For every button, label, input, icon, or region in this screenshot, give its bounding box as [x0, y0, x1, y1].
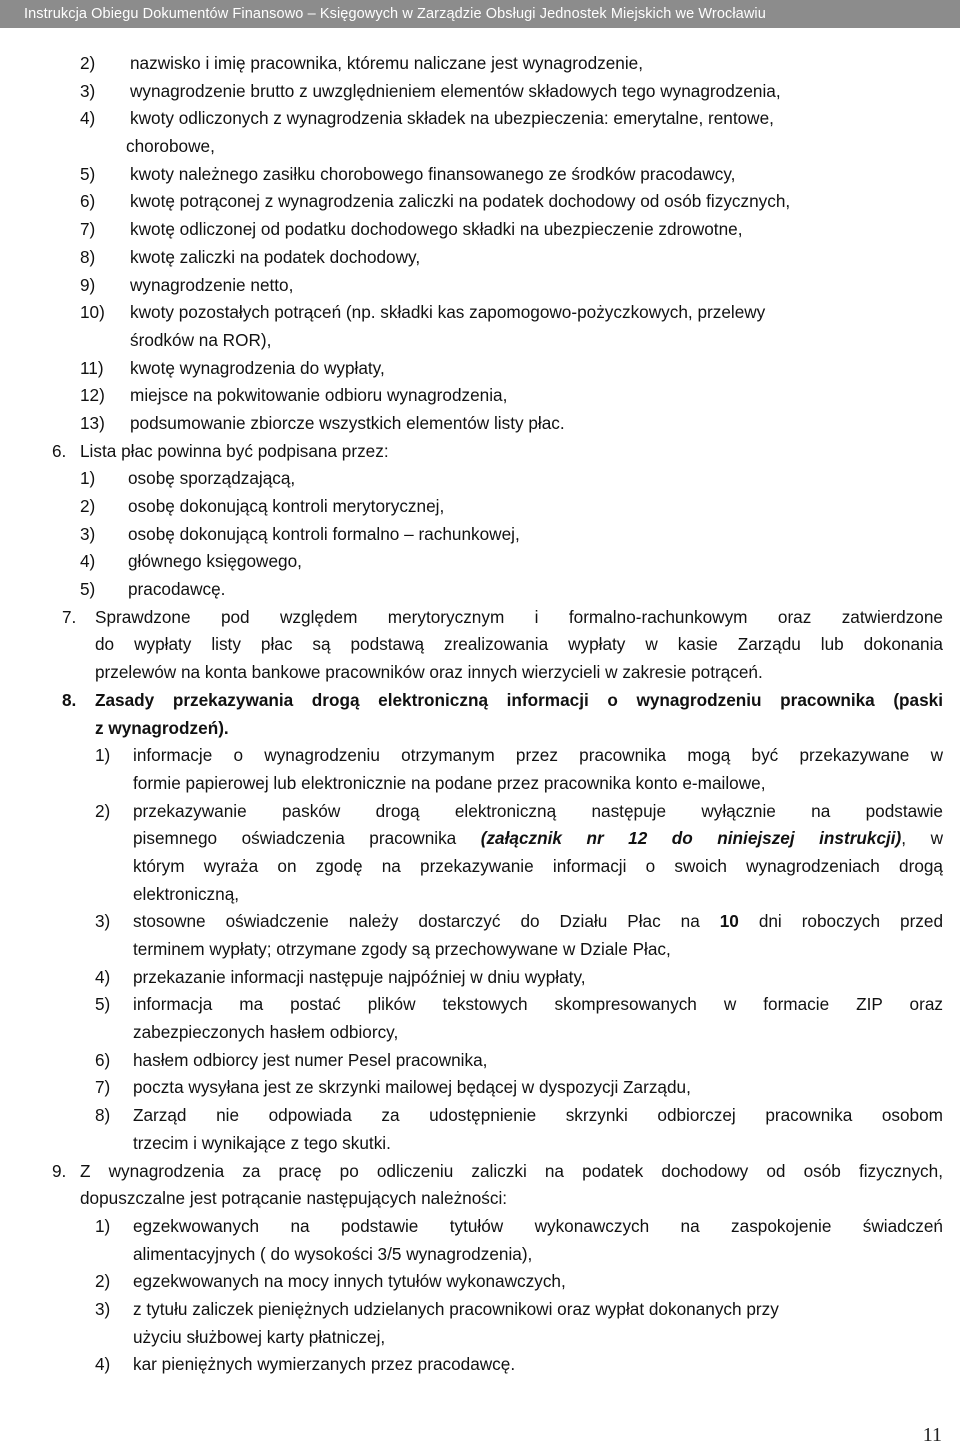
section-number: 7. [62, 606, 77, 627]
page-number: 11 [922, 1424, 942, 1446]
list-item-continuation [0, 1241, 960, 1269]
list-text: alimentacyjnych ( do wysokości 3/5 wynagrodzenia), [133, 1243, 533, 1264]
section-8-heading [0, 687, 960, 715]
section-text: Z wynagrodzenia za pracę po odliczeniu zaliczki na podatek dochodowy od osób fizycznych, [80, 1160, 943, 1181]
list-number: 7) [95, 1077, 111, 1098]
list-number: 3) [95, 1298, 111, 1319]
list-number: 2) [80, 53, 96, 73]
section-7-continuation [0, 659, 960, 687]
list-item-continuation [0, 1019, 960, 1047]
list-number: 4) [80, 108, 96, 129]
section-7-continuation [0, 631, 960, 659]
section-heading-text: Zasady przekazywania drogą elektroniczną informacji o wynagrodzeniu pracownika (paski [95, 689, 943, 710]
section-7 [0, 604, 960, 632]
list-item [0, 188, 960, 216]
list-item [0, 1213, 960, 1241]
list-item [0, 50, 960, 78]
list-text: przekazywanie pasków drogą elektroniczną następuje wyłącznie na podstawie [133, 800, 943, 821]
list-item [0, 576, 960, 604]
list-number: 11) [80, 357, 104, 378]
list-text: nazwisko i imię pracownika, któremu naliczane jest wynagrodzenie, [130, 53, 643, 73]
list-item [0, 1268, 960, 1296]
list-number: 3) [80, 80, 96, 101]
list-item [0, 1102, 960, 1130]
list-text: poczta wysyłana jest ze skrzynki mailowej będącej w dyspozycji Zarządu, [133, 1077, 691, 1098]
list-item [0, 78, 960, 106]
list-number: 2) [95, 1271, 111, 1292]
list-item [0, 299, 960, 327]
list-item [0, 272, 960, 300]
list-text: informacja ma postać plików tekstowych skompresowanych w formacie ZIP oraz [133, 994, 943, 1015]
list-number: 1) [95, 745, 111, 766]
list-item [0, 1074, 960, 1102]
section-9 [0, 1158, 960, 1186]
list-text: podsumowanie zbiorcze wszystkich elementów listy płac. [130, 412, 565, 433]
list-item-continuation [0, 1130, 960, 1158]
list-text: głównego księgowego, [128, 551, 302, 572]
list-text: kwotę potrąconej z wynagrodzenia zaliczki na podatek dochodowy od osób fizycznych, [130, 191, 791, 212]
list-number: 5) [80, 579, 96, 600]
list-text: kar pieniężnych wymierzanych przez pracodawcę. [133, 1354, 516, 1375]
list-item-continuation [0, 853, 960, 881]
list-text [133, 825, 943, 853]
list-text: z tytułu zaliczek pieniężnych udzielanych pracownikowi oraz wypłat dokonanych przy [133, 1298, 779, 1319]
list-text: egzekwowanych na mocy innych tytułów wykonawczych, [133, 1271, 566, 1292]
list-number: 12) [80, 385, 105, 406]
list-text: kwotę odliczonej od podatku dochodowego składki na ubezpieczenie zdrowotne, [130, 219, 743, 240]
list-item [0, 964, 960, 992]
section-number: 9. [52, 1160, 67, 1181]
list-text: wynagrodzenie brutto z uwzględnieniem elementów składowych tego wynagrodzenia, [130, 80, 781, 101]
list-text: trzecim i wynikające z tego skutki. [133, 1132, 391, 1153]
list-number: 10) [80, 302, 105, 323]
list-number: 9) [80, 274, 96, 295]
section-6 [0, 438, 960, 466]
list-item [0, 216, 960, 244]
section-text: Lista płac powinna być podpisana przez: [80, 440, 389, 461]
header-band [0, 0, 960, 28]
list-text: kwotę zaliczki na podatek dochodowy, [130, 246, 421, 267]
list-item [0, 908, 960, 936]
list-item-continuation [0, 825, 960, 853]
list-text: osobę dokonującą kontroli formalno – rachunkowej, [128, 523, 520, 544]
list-text [133, 908, 943, 936]
list-number: 2) [95, 800, 111, 821]
list-text: Zarząd nie odpowiada za udostępnienie skrzynki odbiorczej pracownika osobom [133, 1105, 943, 1126]
list-item [0, 742, 960, 770]
section-text: przelewów na konta bankowe pracowników oraz innych wierzycieli w zakresie potrąceń. [95, 662, 763, 683]
list-item-continuation [0, 327, 960, 355]
list-number: 6) [80, 191, 96, 212]
list-item-continuation [0, 133, 960, 161]
list-number: 4) [95, 1354, 111, 1375]
list-item [0, 991, 960, 1019]
document-body [0, 50, 960, 1379]
list-number: 3) [95, 911, 111, 932]
list-text-part: dni roboczych przed [738, 911, 943, 932]
list-number: 4) [80, 551, 96, 572]
section-text: Sprawdzone pod względem merytorycznym i formalno-rachunkowym oraz zatwierdzone [95, 606, 943, 627]
list-text: elektroniczną, [133, 883, 240, 904]
list-text: kwoty pozostałych potrąceń (np. składki kas zapomogowo-pożyczkowych, przelewy [130, 302, 766, 323]
list-item-continuation [0, 1324, 960, 1352]
list-number: 13) [80, 412, 105, 433]
section-9-continuation [0, 1185, 960, 1213]
list-text: pracodawcę. [128, 579, 226, 600]
section-number: 6. [52, 440, 67, 461]
list-item [0, 521, 960, 549]
list-text-part: , w [901, 828, 943, 849]
section-number: 8. [62, 689, 77, 710]
list-text: kwotę wynagrodzenia do wypłaty, [130, 357, 385, 378]
list-text: użyciu służbowej karty płatniczej, [133, 1326, 386, 1347]
list-item [0, 548, 960, 576]
list-number: 5) [95, 994, 111, 1015]
section-heading-text: z wynagrodzeń). [95, 717, 229, 738]
list-text: terminem wypłaty; otrzymane zgody są przechowywane w Dziale Płac, [133, 939, 671, 959]
attachment-reference: (załącznik nr 12 do niniejszej instrukcji) [480, 828, 902, 849]
list-item-continuation [0, 936, 960, 964]
section-text: do wypłaty listy płac są podstawą zrealizowania wypłaty w kasie Zarządu lub dokonania [95, 634, 943, 655]
list-text: kwoty odliczonych z wynagrodzenia składek na ubezpieczenia: emerytalne, rentowe, [130, 108, 774, 129]
list-number: 8) [80, 246, 96, 267]
list-text: osobę dokonującą kontroli merytorycznej, [128, 496, 445, 516]
list-text-part: stosowne oświadczenie należy dostarczyć do Działu Płac na [133, 911, 720, 932]
list-item [0, 410, 960, 438]
list-item [0, 355, 960, 383]
list-number: 7) [80, 219, 96, 240]
list-text: kwoty należnego zasiłku chorobowego finansowanego ze środków pracodawcy, [130, 163, 736, 184]
list-number: 5) [80, 163, 96, 184]
list-number: 3) [80, 523, 96, 544]
list-text: osobę sporządzającą, [128, 468, 296, 489]
list-text: wynagrodzenie netto, [130, 274, 294, 295]
list-item [0, 161, 960, 189]
list-text: zabezpieczonych hasłem odbiorcy, [133, 1022, 399, 1043]
list-text: przekazanie informacji następuje najpóźniej w dniu wypłaty, [133, 966, 586, 987]
list-number: 4) [95, 966, 111, 987]
list-text: informacje o wynagrodzeniu otrzymanym przez pracownika mogą być przekazywane w [133, 745, 943, 766]
list-text: którym wyraża on zgodę na przekazywanie informacji o swoich wynagrodzeniach drogą [133, 855, 943, 876]
list-item [0, 798, 960, 826]
list-text: środków na ROR), [130, 329, 272, 350]
list-text-part: pisemnego oświadczenia pracownika [133, 828, 481, 849]
list-item [0, 1047, 960, 1075]
list-item-continuation [0, 770, 960, 798]
days-count: 10 [719, 911, 739, 932]
list-item [0, 105, 960, 133]
list-item [0, 1351, 960, 1379]
list-number: 6) [95, 1049, 111, 1070]
list-item [0, 244, 960, 272]
list-item [0, 1296, 960, 1324]
list-number: 2) [80, 496, 96, 516]
list-item [0, 382, 960, 410]
list-item-continuation [0, 881, 960, 909]
list-item [0, 493, 960, 521]
section-text: dopuszczalne jest potrącanie następujących należności: [80, 1188, 508, 1209]
document-header-title: Instrukcja Obiegu Dokumentów Finansowo – Księgowych w Zarządzie Obsługi Jednostek Miejskich we Wrocławiu [24, 6, 766, 22]
list-item [0, 465, 960, 493]
list-text: chorobowe, [126, 136, 215, 157]
list-number: 8) [95, 1105, 111, 1126]
list-text: formie papierowej lub elektronicznie na podane przez pracownika konto e-mailowe, [133, 772, 766, 793]
list-number: 1) [95, 1215, 111, 1236]
list-number: 1) [80, 468, 96, 489]
list-text: miejsce na pokwitowanie odbioru wynagrodzenia, [130, 385, 508, 406]
list-text: hasłem odbiorcy jest numer Pesel pracownika, [133, 1049, 488, 1070]
list-text: egzekwowanych na podstawie tytułów wykonawczych na zaspokojenie świadczeń [133, 1215, 943, 1236]
section-8-heading-continuation [0, 715, 960, 743]
